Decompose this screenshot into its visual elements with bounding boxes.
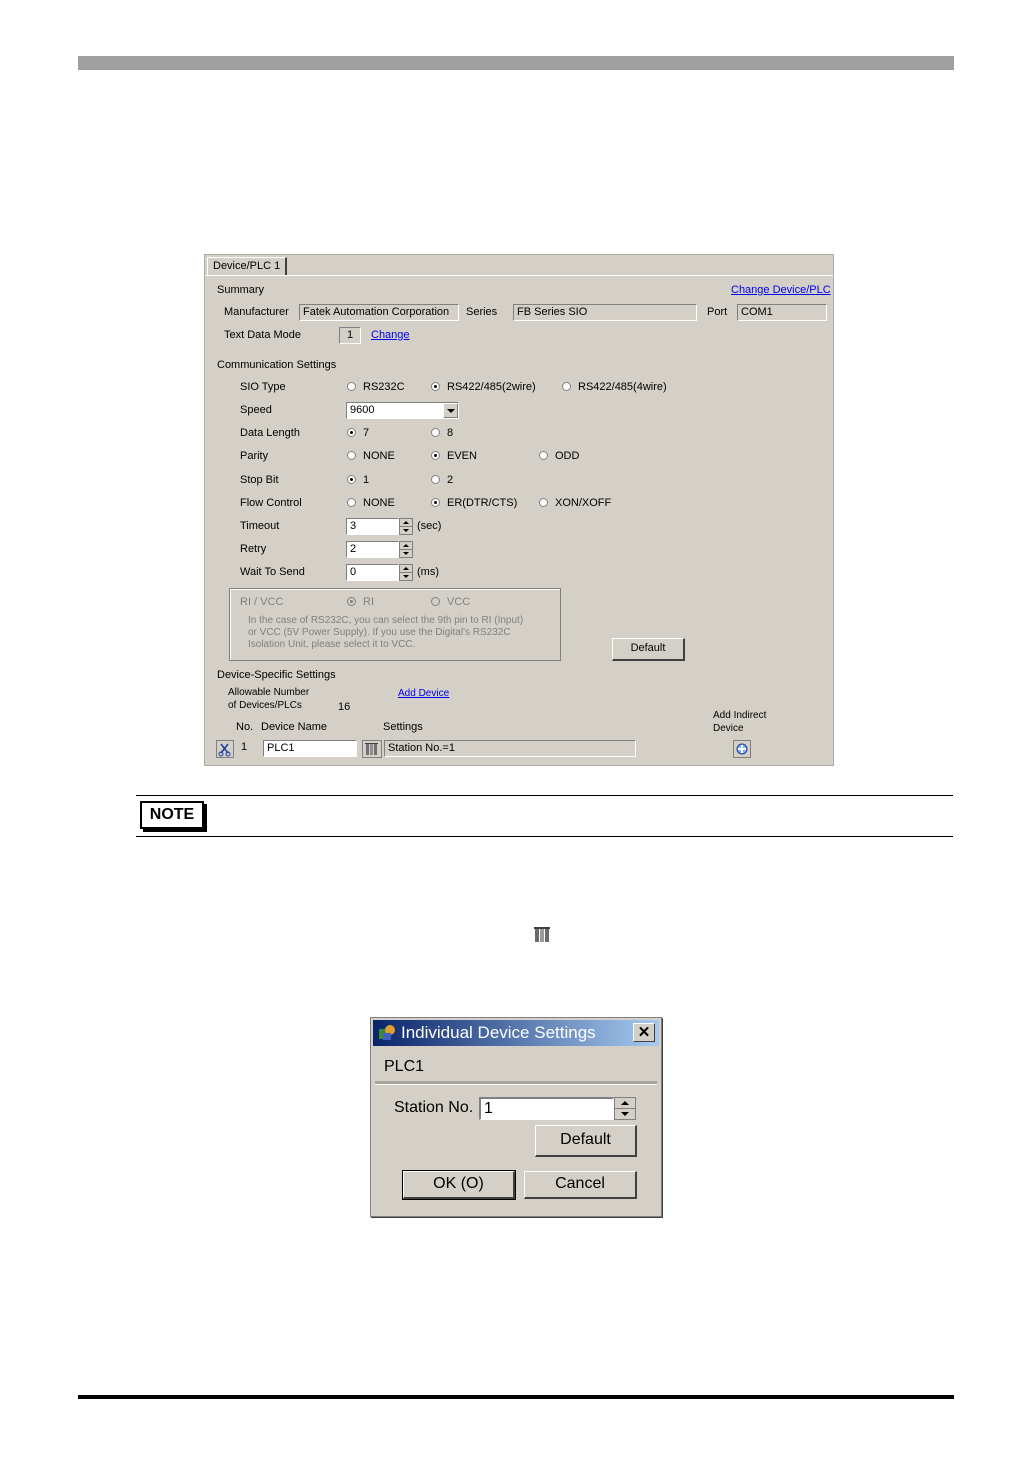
timeout-input[interactable]: 3 [346,518,399,535]
timeout-unit: (sec) [417,520,442,532]
default-button[interactable]: Default [612,638,685,661]
speed-label: Speed [240,404,272,416]
column-settings: Settings [383,721,423,733]
close-icon[interactable]: ✕ [633,1023,655,1042]
stop-bit-2-radio[interactable] [431,475,440,484]
ri-vcc-note-line-3: Isolation Unit, please select it to VCC. [248,639,416,650]
app-icon [377,1023,397,1043]
wait-to-send-unit: (ms) [417,566,439,578]
stop-bit-1-radio[interactable] [347,475,356,484]
wait-to-send-stepper[interactable] [399,564,413,581]
ri-vcc-note-line-2: or VCC (5V Power Supply). If you use the Digital's RS232C [248,627,511,638]
parity-none-radio[interactable] [347,451,356,460]
ri-vcc-label: RI / VCC [240,596,284,608]
summary-label: Summary [217,284,265,296]
allowable-number-label-2: of Devices/PLCs [228,700,302,711]
speed-select[interactable]: 9600 [346,402,459,419]
sio-rs422-4wire-radio[interactable] [562,382,571,391]
note-bottom-rule [136,836,953,837]
sio-type-label: SIO Type [240,381,286,393]
flow-er-label: ER(DTR/CTS) [447,497,518,509]
series-label: Series [466,306,498,318]
sio-rs232c-label: RS232C [363,381,405,393]
flow-xon-label: XON/XOFF [555,497,612,509]
parity-odd-label: ODD [555,450,580,462]
port-field: COM1 [737,304,827,321]
sio-rs232c-radio[interactable] [347,382,356,391]
flow-none-label: NONE [363,497,395,509]
ri-label: RI [363,596,374,608]
stop-bit-label: Stop Bit [240,474,279,486]
parity-odd-radio[interactable] [539,451,548,460]
text-data-mode-field: 1 [339,327,361,344]
parity-none-label: NONE [363,450,395,462]
ri-vcc-note-line-1: In the case of RS232C, you can select the 9th pin to RI (Input) [248,615,524,626]
tab-device-plc-1[interactable]: Device/PLC 1 [207,257,287,275]
dialog-title-bar [373,1020,659,1046]
station-no-label: Station No. [394,1099,474,1116]
flow-none-radio[interactable] [347,498,356,507]
retry-label: Retry [240,543,267,555]
station-no-input[interactable]: 1 [479,1097,614,1120]
port-label: Port [707,306,728,318]
delete-device-icon[interactable] [216,740,234,758]
data-length-7-radio[interactable] [347,428,356,437]
footer-rule [78,1395,954,1399]
add-indirect-device-icon[interactable] [733,740,751,758]
row-number: 1 [241,741,248,753]
dialog-title: Individual Device Settings [401,1023,596,1042]
data-length-8-label: 8 [447,427,454,439]
cancel-button[interactable]: Cancel [524,1171,637,1199]
manufacturer-label: Manufacturer [224,306,289,318]
sio-rs422-4wire-label: RS422/485(4wire) [578,381,667,393]
device-settings-icon[interactable] [362,740,382,758]
parity-label: Parity [240,450,269,462]
data-length-label: Data Length [240,427,300,439]
communication-settings-header: Communication Settings [217,359,337,371]
stop-bit-1-label: 1 [363,474,370,486]
individual-device-settings-dialog [370,1017,662,1217]
wait-to-send-label: Wait To Send [240,566,305,578]
sio-rs422-2wire-radio[interactable] [431,382,440,391]
change-device-plc-link[interactable]: Change Device/PLC [731,284,831,296]
retry-stepper[interactable] [399,541,413,558]
stop-bit-2-label: 2 [447,474,454,486]
vcc-radio [431,597,440,606]
note-top-rule [136,795,953,796]
dialog-device-name: PLC1 [384,1058,425,1075]
header-bar [78,56,954,70]
flow-xon-radio[interactable] [539,498,548,507]
parity-even-label: EVEN [447,450,477,462]
allowable-number-value: 16 [338,701,351,713]
sio-rs422-2wire-label: RS422/485(2wire) [447,381,536,393]
device-name-input[interactable]: PLC1 [263,740,357,757]
dialog-default-button[interactable]: Default [535,1125,637,1157]
ri-radio [347,597,356,606]
add-device-link[interactable]: Add Device [398,688,450,699]
data-length-8-radio[interactable] [431,428,440,437]
device-plc-panel [204,254,834,766]
settings-icon [533,925,553,945]
parity-even-radio[interactable] [431,451,440,460]
column-no: No. [236,721,254,733]
text-data-mode-label: Text Data Mode [224,329,302,341]
vcc-label: VCC [447,596,471,608]
timeout-stepper[interactable] [399,518,413,535]
flow-control-label: Flow Control [240,497,302,509]
dialog-divider [375,1081,657,1085]
change-text-mode-link[interactable]: Change [371,329,410,341]
manufacturer-field: Fatek Automation Corporation [299,304,459,321]
tab-divider [205,275,833,276]
data-length-7-label: 7 [363,427,370,439]
column-device-name: Device Name [261,721,328,733]
device-settings-field: Station No.=1 [384,740,636,757]
flow-er-radio[interactable] [431,498,440,507]
wait-to-send-input[interactable]: 0 [346,564,399,581]
timeout-label: Timeout [240,520,280,532]
add-indirect-label-2: Device [713,723,744,734]
chevron-down-icon[interactable] [443,403,458,418]
add-indirect-label-1: Add Indirect [713,710,767,721]
station-no-stepper[interactable] [614,1097,636,1120]
note-badge: NOTE [140,801,204,829]
ok-button[interactable]: OK (O) [403,1171,515,1199]
device-specific-header: Device-Specific Settings [217,669,336,681]
retry-input[interactable]: 2 [346,541,399,558]
series-field: FB Series SIO [513,304,697,321]
allowable-number-label-1: Allowable Number [228,687,310,698]
